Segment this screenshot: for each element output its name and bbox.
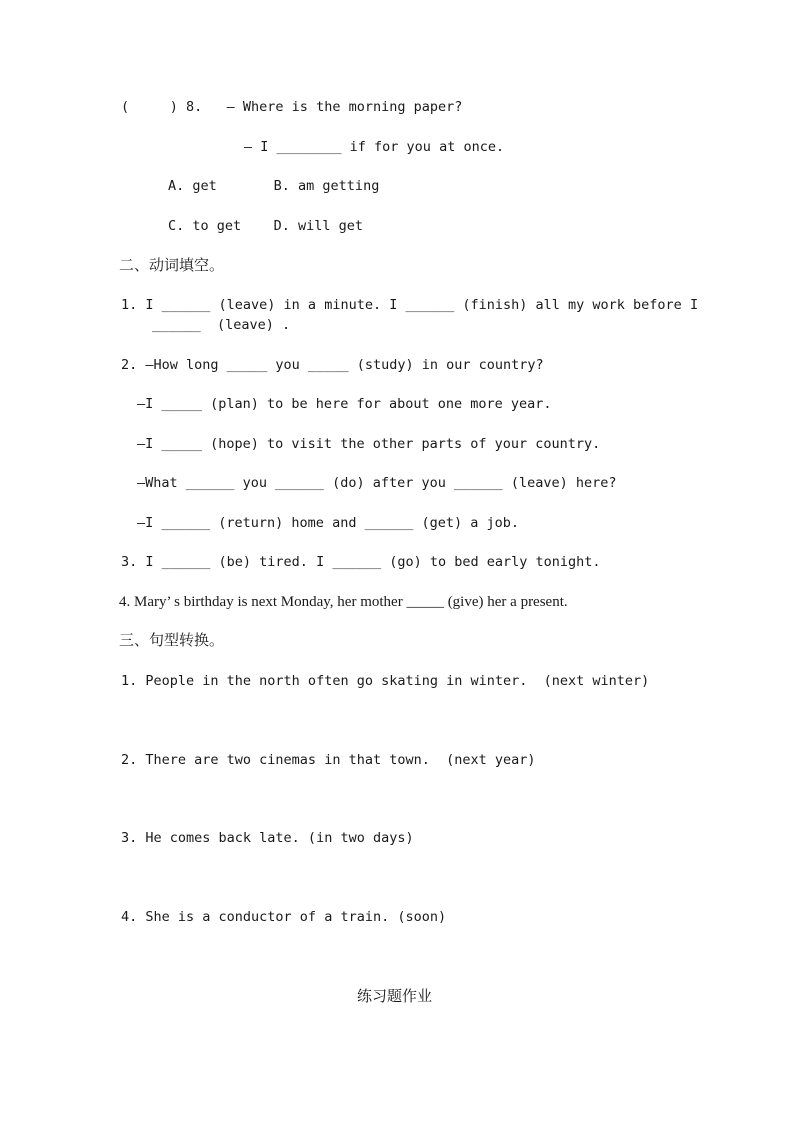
s2-item2-reply3: —What ______ you ______ (do) after you ______ (leave) here? (137, 475, 617, 491)
q8-stem: ( ) 8. – Where is the morning paper? (121, 99, 463, 115)
q8-options-row1: A. get B. am getting (168, 178, 380, 194)
s3-item1: 1. People in the north often go skating in winter. (next winter) (121, 673, 650, 689)
s2-item1-line2: ______ (leave) . (152, 317, 291, 333)
q8-options-row2: C. to get D. will get (168, 218, 364, 234)
s2-item4: 4. Mary’ s birthday is next Monday, her mother _____ (give) her a present. (119, 594, 568, 610)
s3-item3: 3. He comes back late. (in two days) (121, 830, 414, 846)
footer-title: 练习题作业 (357, 987, 433, 1005)
s3-item2: 2. There are two cinemas in that town. (next year) (121, 752, 536, 768)
s2-item2-reply4: —I ______ (return) home and ______ (get) a job. (137, 515, 520, 531)
s2-item2: 2. —How long _____ you _____ (study) in our country? (121, 357, 544, 373)
s2-item3: 3. I ______ (be) tired. I ______ (go) to bed early tonight. (121, 554, 601, 570)
s3-item4: 4. She is a conductor of a train. (soon) (121, 909, 447, 925)
section2-heading: 二、动词填空。 (119, 256, 225, 274)
s2-item2-reply1: —I _____ (plan) to be here for about one more year. (137, 396, 552, 412)
q8-reply: – I ________ if for you at once. (244, 139, 505, 155)
section3-heading: 三、句型转换。 (119, 631, 225, 649)
s2-item1-line1: 1. I ______ (leave) in a minute. I ______ (finish) all my work before I (121, 297, 699, 313)
s2-item2-reply2: —I _____ (hope) to visit the other parts of your country. (137, 436, 601, 452)
